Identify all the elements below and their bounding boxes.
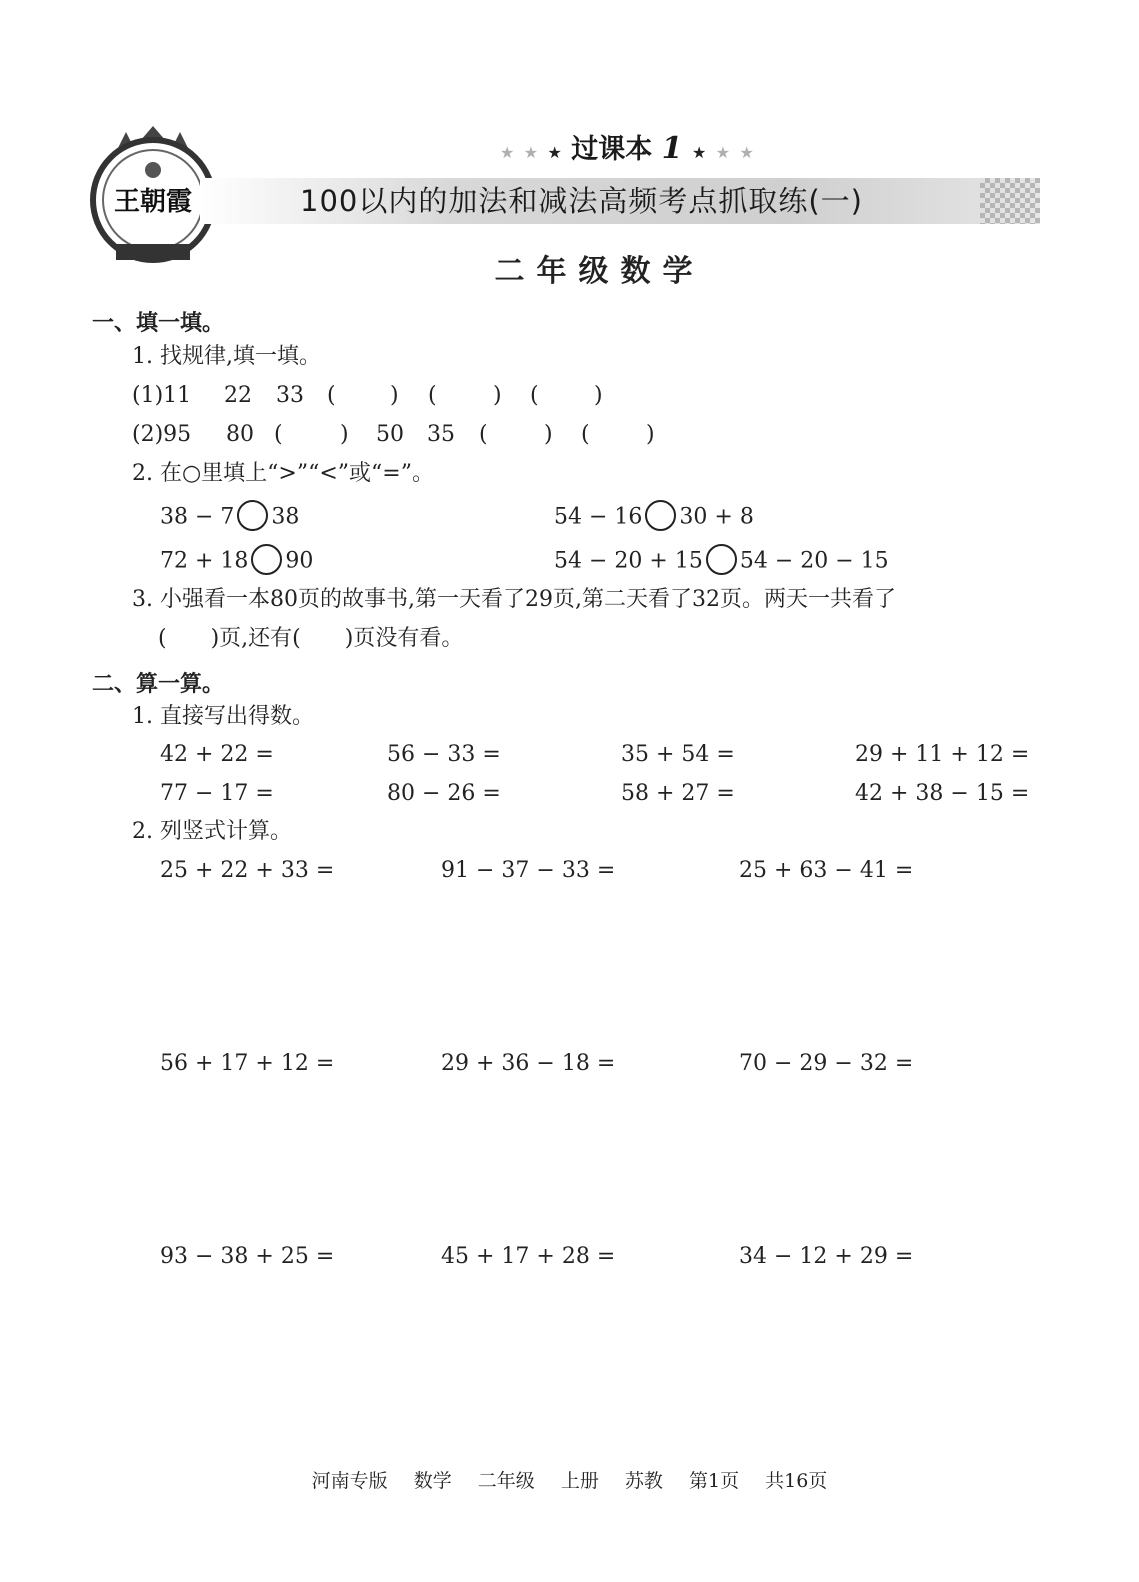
- vertical-calc-item[interactable]: 29 + 36 − 18 =: [441, 1051, 616, 1076]
- section2-title: 二、算一算。: [92, 672, 225, 697]
- oral-calc-item[interactable]: 29 + 11 + 12 =: [855, 742, 1030, 767]
- compare-item: [554, 504, 754, 531]
- footer-total: 共16页: [765, 1470, 828, 1492]
- vertical-calc-item[interactable]: 70 − 29 − 32 =: [739, 1051, 914, 1076]
- compare-right: 38: [271, 504, 300, 530]
- compare-left: 54 − 20 + 15: [554, 548, 703, 574]
- compare-left: 54 − 16: [554, 504, 643, 530]
- oral-calc-item[interactable]: 42 + 22 =: [160, 742, 274, 767]
- q3-line1: 3. 小强看一本80页的故事书,第一天看了29页,第二天看了32页。两天一共看了: [132, 587, 896, 612]
- pattern-item: 50: [376, 422, 404, 447]
- oral-calc-item[interactable]: 80 − 26 =: [387, 781, 501, 806]
- pattern-item: (2)95: [132, 422, 192, 447]
- compare-item: [160, 548, 313, 575]
- vertical-calc-item[interactable]: 25 + 63 − 41 =: [739, 858, 914, 883]
- footer-subject: 数学: [413, 1470, 452, 1492]
- blank-open[interactable]: (: [581, 422, 590, 447]
- page-title: 100以内的加法和减法高频考点抓取练(一): [300, 184, 863, 218]
- vertical-calc-item[interactable]: 56 + 17 + 12 =: [160, 1051, 335, 1076]
- star-icon: ★: [500, 143, 515, 162]
- q3-line2[interactable]: ( )页,还有( )页没有看。: [158, 626, 464, 651]
- pattern-item: (1)11: [132, 383, 192, 408]
- oral-calc-item[interactable]: 56 − 33 =: [387, 742, 501, 767]
- footer-edition: 河南专版: [311, 1470, 388, 1492]
- blank-open[interactable]: (: [274, 422, 283, 447]
- compare-item: [160, 504, 299, 531]
- blank-close[interactable]: ): [544, 422, 553, 447]
- vertical-calc-item[interactable]: 45 + 17 + 28 =: [441, 1244, 616, 1269]
- footer-publisher: 苏教: [624, 1470, 663, 1492]
- vertical-calc-item[interactable]: 34 − 12 + 29 =: [739, 1244, 914, 1269]
- oral-calc-item[interactable]: 42 + 38 − 15 =: [855, 781, 1030, 806]
- oral-calc-item[interactable]: 58 + 27 =: [621, 781, 735, 806]
- svg-text:王朝霞: 王朝霞: [113, 187, 193, 217]
- vertical-calc-item[interactable]: 93 − 38 + 25 =: [160, 1244, 335, 1269]
- compare-left: 38 − 7: [160, 504, 235, 530]
- star-icon: ★: [739, 143, 754, 162]
- compare-right: 54 − 20 − 15: [739, 548, 889, 574]
- blank-open[interactable]: (: [530, 383, 539, 408]
- compare-right: 90: [285, 548, 314, 574]
- q2-label: 2. 在○里填上“>”“<”或“=”。: [132, 461, 434, 486]
- subject-title: 二年级数学: [494, 254, 705, 289]
- blank-close[interactable]: ): [340, 422, 349, 447]
- blank-open[interactable]: (: [428, 383, 437, 408]
- star-icon: ★: [691, 143, 707, 162]
- pattern-item: 35: [427, 422, 455, 447]
- compare-left: 72 + 18: [160, 548, 249, 574]
- blank-open[interactable]: (: [479, 422, 488, 447]
- compare-circle[interactable]: [706, 544, 737, 575]
- compare-item: [554, 548, 889, 575]
- star-icon: ★: [523, 143, 539, 162]
- oral-calc-item[interactable]: 35 + 54 =: [621, 742, 735, 767]
- pattern-item: 80: [226, 422, 254, 447]
- blank-open[interactable]: (: [327, 383, 336, 408]
- s2-q1-label: 1. 直接写出得数。: [132, 704, 314, 729]
- vertical-calc-item[interactable]: 91 − 37 − 33 =: [441, 858, 616, 883]
- star-icon: ★: [715, 143, 731, 162]
- footer-page: 第1页: [688, 1470, 740, 1492]
- pattern-item: 33: [276, 383, 304, 408]
- compare-circle[interactable]: [251, 544, 282, 575]
- series-number: 1: [661, 131, 683, 166]
- series-label: [500, 132, 754, 170]
- oral-calc-item[interactable]: 77 − 17 =: [160, 781, 274, 806]
- q1-label: 1. 找规律,填一填。: [132, 344, 321, 369]
- pattern-item: 22: [224, 383, 252, 408]
- compare-circle[interactable]: [645, 500, 676, 531]
- compare-circle[interactable]: [237, 500, 268, 531]
- blank-close[interactable]: ): [390, 383, 399, 408]
- series-text: 过课本: [571, 134, 653, 165]
- blank-close[interactable]: ): [646, 422, 655, 447]
- blank-close[interactable]: ): [493, 383, 502, 408]
- blank-close[interactable]: ): [594, 383, 603, 408]
- compare-right: 30 + 8: [679, 504, 754, 530]
- vertical-calc-item[interactable]: 25 + 22 + 33 =: [160, 858, 335, 883]
- section1-title: 一、填一填。: [92, 311, 225, 336]
- star-icon: ★: [547, 143, 562, 162]
- s2-q2-label: 2. 列竖式计算。: [132, 819, 292, 844]
- checker-decoration: [980, 178, 1040, 224]
- footer-grade: 二年级: [477, 1470, 535, 1492]
- page-footer: [0, 1466, 1139, 1493]
- footer-volume: 上册: [560, 1470, 599, 1492]
